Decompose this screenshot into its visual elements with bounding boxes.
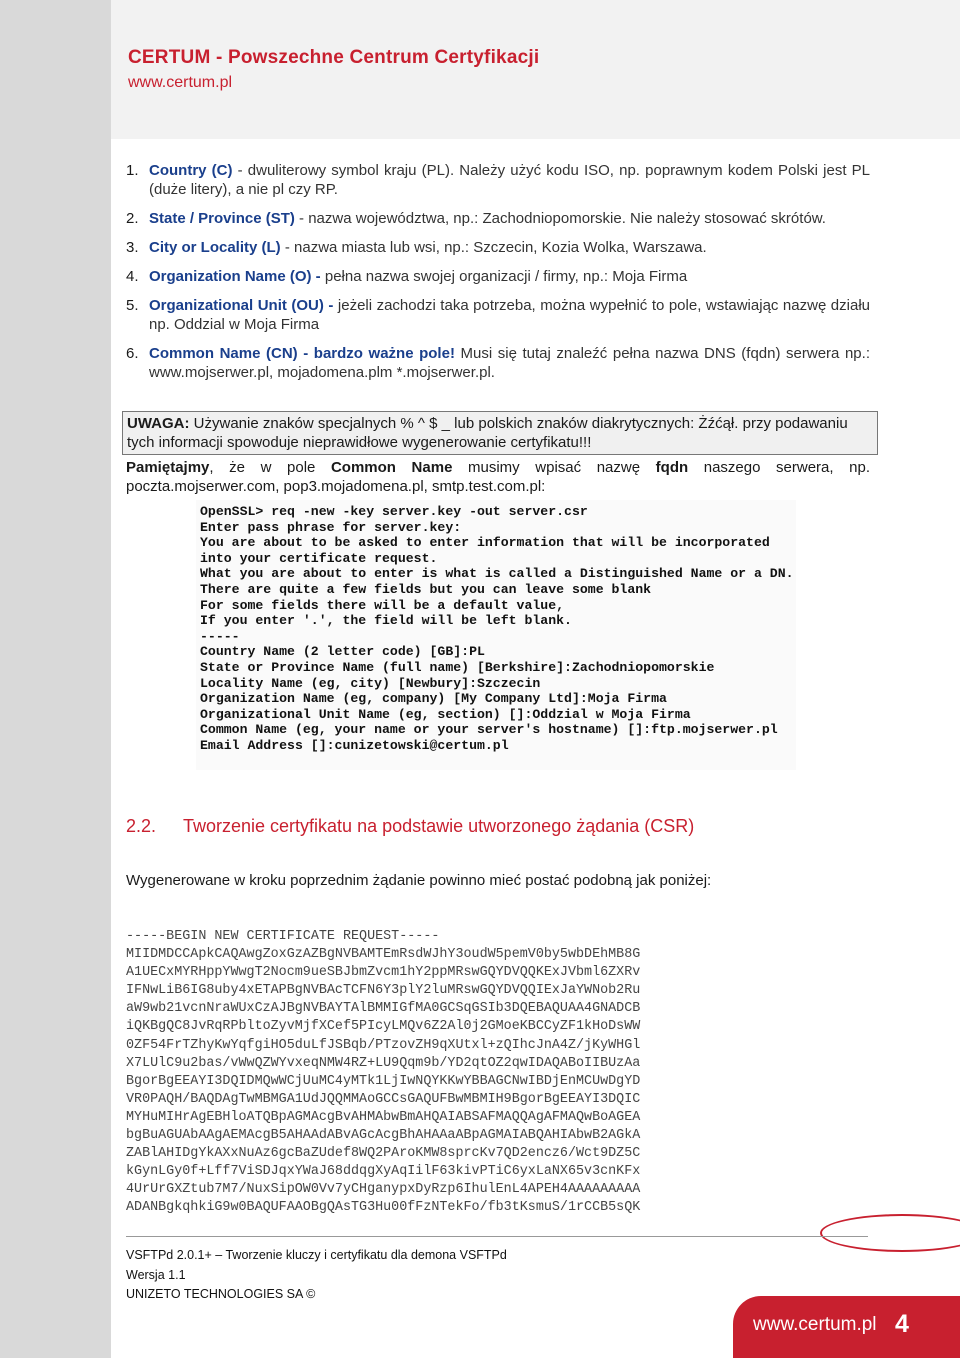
csr-line: MYHuMIHrAgEBHloATQBpAGMAcgBvAHMAbwBmAHQAIABSAFMAQQAgAFMAQwBoAGEA bbox=[126, 1109, 641, 1125]
left-sidebar-band bbox=[0, 0, 111, 1358]
section-number: 2.2. bbox=[126, 816, 157, 836]
csr-line: ZABlAHIDgYkAXxNuAz6gcBaZUdef8WQ2PAroKMW8sprcKv7QD2encz6/Wct9DZ5C bbox=[126, 1146, 641, 1162]
csr-line: ADANBgkqhkiG9w0BAQUFAAOBgQAsTG3Hu00fFzNTekFo/fb3tKsmuS/1rCCB5sQK bbox=[126, 1200, 641, 1216]
dn-field-list bbox=[126, 161, 870, 392]
csr-line: IFNwLiB6IG8uby4xETAPBgNVBAcTCFN6Y3plY2luMRswGQYDVQQIExJaYWNob2Ru bbox=[126, 983, 641, 999]
terminal-line: You are about to be asked to enter information that will be incorporated bbox=[200, 535, 770, 551]
terminal-line: Organization Name (eg, company) [My Company Ltd]:Moja Firma bbox=[200, 691, 667, 707]
warning-text: Używanie znaków specjalnych % ^ $ _ lub polskich znaków diakrytycznych: Żźćął. przy podawaniu tych informacji spowoduje nieprawidłowe wygenerowanie certyfikatu!!! bbox=[127, 415, 848, 451]
footer-divider bbox=[126, 1236, 868, 1237]
footer-url: www.certum.pl bbox=[753, 1314, 877, 1335]
intro-text: Wygenerowane w kroku poprzednim żądanie powinno mieć postać podobną jak poniżej: bbox=[126, 872, 712, 889]
csr-line: kGynLGy0f+Lff7ViSDJqxYWaJ68ddqgXyAqIilF63kivPTiC6yxLaNX65v3cnKFx bbox=[126, 1164, 641, 1180]
csr-line: iQKBgQC8JvRqRPbltoZyvMjfXCef5PIcyLMQv6Z2Al0j2GMoeKBCCyZF1kHoDsWW bbox=[126, 1019, 641, 1035]
terminal-line: Email Address []:cunizetowski@certum.pl bbox=[200, 737, 509, 753]
footer-doc-title: VSFTPd 2.0.1+ – Tworzenie kluczy i certyfikatu dla demona VSFTPd bbox=[126, 1248, 507, 1262]
page-header bbox=[111, 0, 960, 139]
terminal-screenshot bbox=[196, 500, 796, 770]
section-title: Tworzenie certyfikatu na podstawie utworzonego żądania (CSR) bbox=[183, 816, 695, 836]
csr-block bbox=[126, 928, 640, 1218]
list-item-city: 3. City or Locality (L) - nazwa miasta lub wsi, np.: Szczecin, Kozia Wolka, Warszawa. bbox=[126, 239, 707, 256]
warning-box bbox=[122, 411, 878, 455]
terminal-line: State or Province Name (full name) [Berkshire]:Zachodniopomorskie bbox=[200, 659, 715, 675]
csr-line: X7LUlC9u2bas/vWwQZWYvxeqNMW4RZ+LU9Qqm9b/YD2qtOZ2qwIDAQABoIIBUzAa bbox=[126, 1055, 641, 1071]
terminal-line: Organizational Unit Name (eg, section) []:Oddzial w Moja Firma bbox=[200, 706, 691, 722]
section-heading bbox=[126, 816, 694, 837]
csr-line: -----BEGIN NEW CERTIFICATE REQUEST----- bbox=[126, 929, 440, 944]
highlight-circle bbox=[820, 1214, 960, 1252]
csr-line: bgBuAGUAbAAgAEMAcgB5AHAAdABvAGcAcgBhAHAAaABpAGMAIABQAHIAbwB2AGkA bbox=[126, 1128, 641, 1144]
csr-line: BgorBgEEAYI3DQIDMQwWCjUuMC4yMTk1LjIwNQYKKwYBBAGCNwIBDjEnMCUwDgYD bbox=[126, 1073, 641, 1089]
list-item-org-unit: 5. Organizational Unit (OU) - jeżeli zachodzi taka potrzeba, można wypełnić to pole, wstawiając nazwę działu np. Oddzial w Moja Firma bbox=[126, 297, 870, 333]
page-number: 4 bbox=[895, 1310, 909, 1338]
csr-line: MIIDMDCCApkCAQAwgZoxGzAZBgNVBAMTEmRsdWJhY3oudW5pemV0by5wbDEhMB8G bbox=[126, 947, 641, 963]
terminal-line: OpenSSL> req -new -key server.key -out server.csr bbox=[200, 504, 588, 519]
footer-company: UNIZETO TECHNOLOGIES SA © bbox=[126, 1287, 316, 1301]
csr-line: 4UrUrGXZtub7M7/NuxSipOW0Vv7yCHganypxDyRzp6IhulEnL4APEH4AAAAAAAAA bbox=[126, 1182, 641, 1198]
list-item-country: 1. Country (C) - dwuliterowy symbol kraju (PL). Należy użyć kodu ISO, np. poprawnym kodem Polski jest PL (duże litery), a nie pl czy RP. bbox=[126, 162, 870, 198]
terminal-line: ----- bbox=[200, 628, 240, 644]
list-item-organization: 4. Organization Name (O) - pełna nazwa swojej organizacji / firmy, np.: Moja Firma bbox=[126, 268, 688, 285]
brand-title: CERTUM - Powszechne Centrum Certyfikacji bbox=[128, 47, 540, 68]
warning-label: UWAGA: bbox=[127, 415, 190, 432]
terminal-line: What you are about to enter is what is called a Distinguished Name or a DN. bbox=[200, 566, 794, 582]
csr-line: 0ZF54FrTZhyKwYqfgiHO5duLfJSBqb/PTzovZH9qXUtxl+zQIhcJnA4Z/jKyWHGl bbox=[126, 1037, 641, 1053]
csr-line: A1UECxMYRHppYWwgT2Nocm9ueSBJbmZvcm1hY2ppMRswGQYDVQQKExJVbml6ZXRv bbox=[126, 965, 641, 981]
terminal-line: For some fields there will be a default value, bbox=[200, 597, 565, 613]
csr-line: aW9wb21vcnNraWUxCzAJBgNVBAYTAlBMMIGfMA0GCSqGSIb3DQEBAQUAA4GNADCB bbox=[126, 1001, 641, 1017]
terminal-line: If you enter '.', the field will be left blank. bbox=[200, 613, 572, 629]
terminal-line: Enter pass phrase for server.key: bbox=[200, 519, 462, 535]
terminal-line: Country Name (2 letter code) [GB]:PL bbox=[200, 644, 485, 660]
footer-version: Wersja 1.1 bbox=[126, 1268, 186, 1282]
terminal-line: There are quite a few fields but you can leave some blank bbox=[200, 581, 652, 597]
footer-brand-bar bbox=[733, 1296, 960, 1358]
terminal-line: Locality Name (eg, city) [Newbury]:Szczecin bbox=[200, 675, 541, 691]
list-item-state: 2. State / Province (ST) - nazwa województwa, np.: Zachodniopomorskie. Nie należy stosować skrótów. bbox=[126, 210, 826, 227]
csr-line: VR0PAQH/BAQDAgTwMBMGA1UdJQQMMAoGCCsGAQUFBwMBMIH9BgorBgEEAYI3DQIC bbox=[126, 1091, 641, 1107]
terminal-output bbox=[196, 500, 796, 754]
brand-url: www.certum.pl bbox=[128, 74, 233, 91]
list-item-common-name: 6. Common Name (CN) - bardzo ważne pole! Musi się tutaj znaleźć pełna nazwa DNS (fqdn) serwera np.: www.mojserwer.pl, mojadomena.plm *.mojserwer.pl. bbox=[126, 345, 870, 381]
reminder-paragraph: Pamiętajmy, że w pole Common Name musimy wpisać nazwę fqdn naszego serwera, np. poczta.mojserwer.com, pop3.mojadomena.pl, smtp.test.com.pl: bbox=[126, 459, 871, 495]
terminal-line: into your certificate request. bbox=[200, 550, 438, 566]
terminal-line: Common Name (eg, your name or your server's hostname) []:ftp.mojserwer.pl bbox=[200, 722, 778, 738]
